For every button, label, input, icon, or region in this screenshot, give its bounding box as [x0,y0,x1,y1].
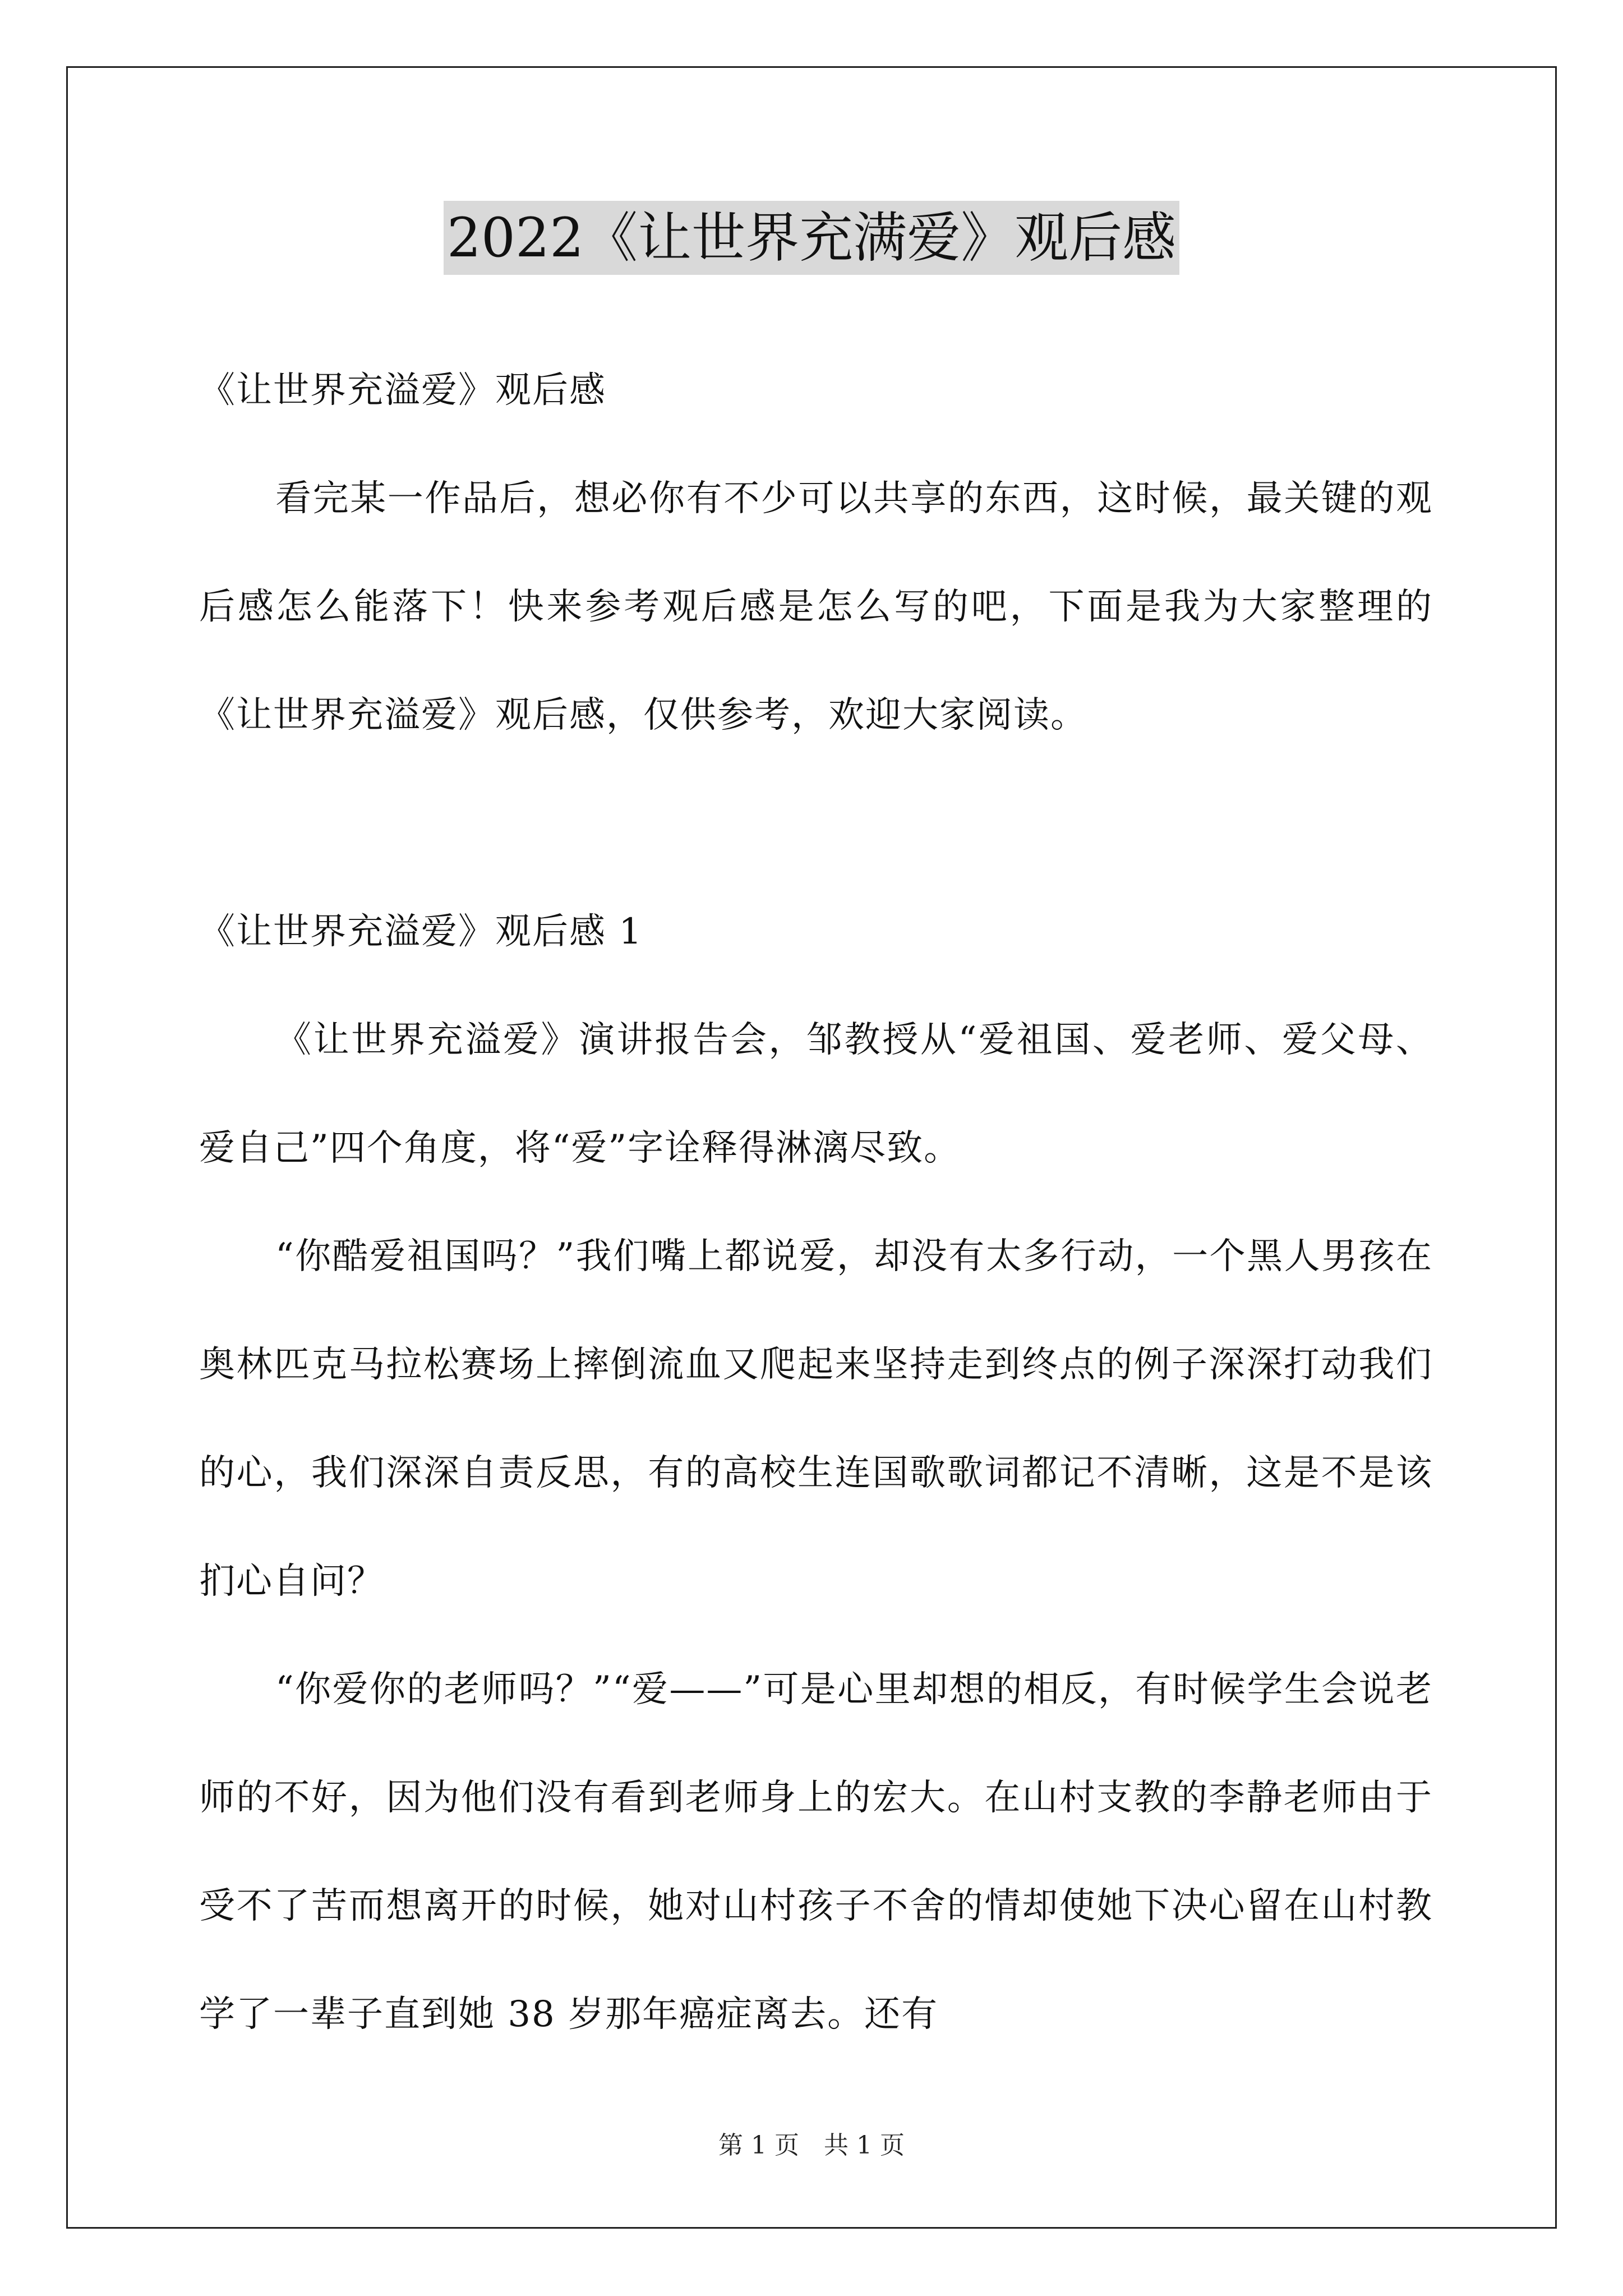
section-heading: 《让世界充溢爱》观后感 [199,370,606,411]
body-paragraph: “你酷爱祖国吗？”我们嘴上都说爱，却没有太多行动，一个黑人男孩在奥林匹克马拉松赛场上摔倒流血又爬起来坚持走到终点的例子深深打动我们的心，我们深深自责反思，有的高校生连国歌歌词都记不清晰，这是不是该扪心自问？ [199,1236,1433,1602]
section-heading: 《让世界充溢爱》观后感 1 [199,911,643,953]
title-container [0,201,1623,275]
body-paragraph: 《让世界充溢爱》演讲报告会，邹教授从“爱祖国、爱老师、爱父母、爱自己”四个角度，将“爱”字诠释得淋漓尽致。 [199,1019,1433,1169]
page-footer: 第 1 页 共 1 页 [718,2131,905,2160]
body-paragraph: 看完某一作品后，想必你有不少可以共享的东西，这时候，最关键的观后感怎么能落下！快来参考观后感是怎么写的吧，下面是我为大家整理的《让世界充溢爱》观后感，仅供参考，欢迎大家阅读。 [199,478,1433,736]
body-paragraph: “你爱你的老师吗？”“爱——”可是心里却想的相反，有时候学生会说老师的不好，因为他们没有看到老师身上的宏大。在山村支教的李静老师由于受不了苦而想离开的时候，她对山村孩子不舍的情却使她下决心留在山村教学了一辈子直到她 38 岁那年癌症离去。还有 [199,1669,1433,2035]
document-title: 2022《让世界充满爱》观后感 [444,201,1179,275]
document-body [199,337,1433,2069]
